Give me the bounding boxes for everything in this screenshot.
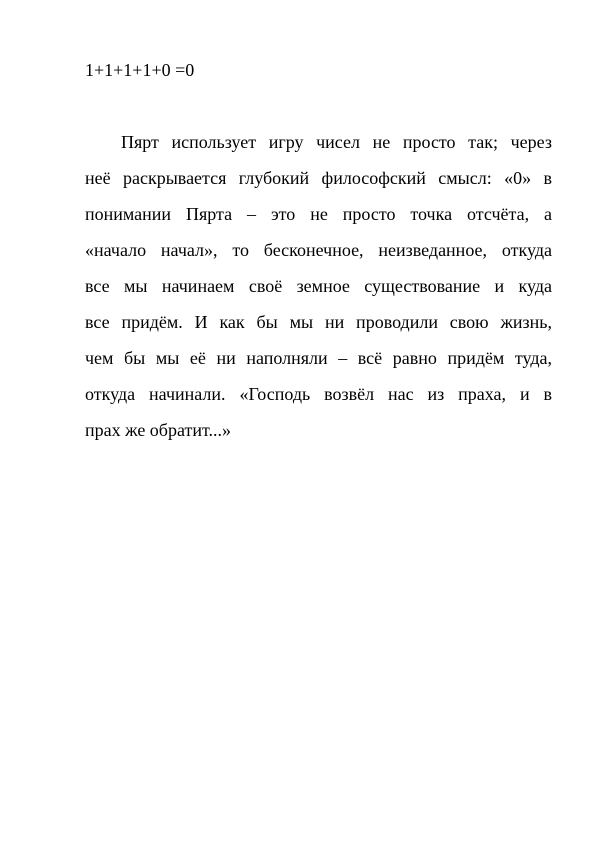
body-paragraph (85, 124, 552, 448)
paragraph-line: все придём. И как бы мы ни проводили свою жизнь, (85, 312, 552, 332)
paragraph-line: Пярт использует игру чисел не просто так; через (121, 132, 552, 152)
formula-line: 1+1+1+1+0 =0 (85, 60, 195, 80)
paragraph-line: все мы начинаем своё земное существование и куда (85, 276, 552, 296)
paragraph-line: неё раскрывается глубокий философский смысл: «0» в (85, 168, 552, 188)
paragraph-line: чем бы мы её ни наполняли – всё равно придём туда, (85, 348, 552, 368)
paragraph-line: прах же обратит...» (85, 420, 232, 440)
paragraph-line: «начало начал», то бесконечное, неизведанное, откуда (85, 240, 552, 260)
paragraph-line: понимании Пярта – это не просто точка отсчёта, а (85, 204, 552, 224)
paragraph-line: откуда начинали. «Господь возвёл нас из праха, и в (85, 384, 552, 404)
